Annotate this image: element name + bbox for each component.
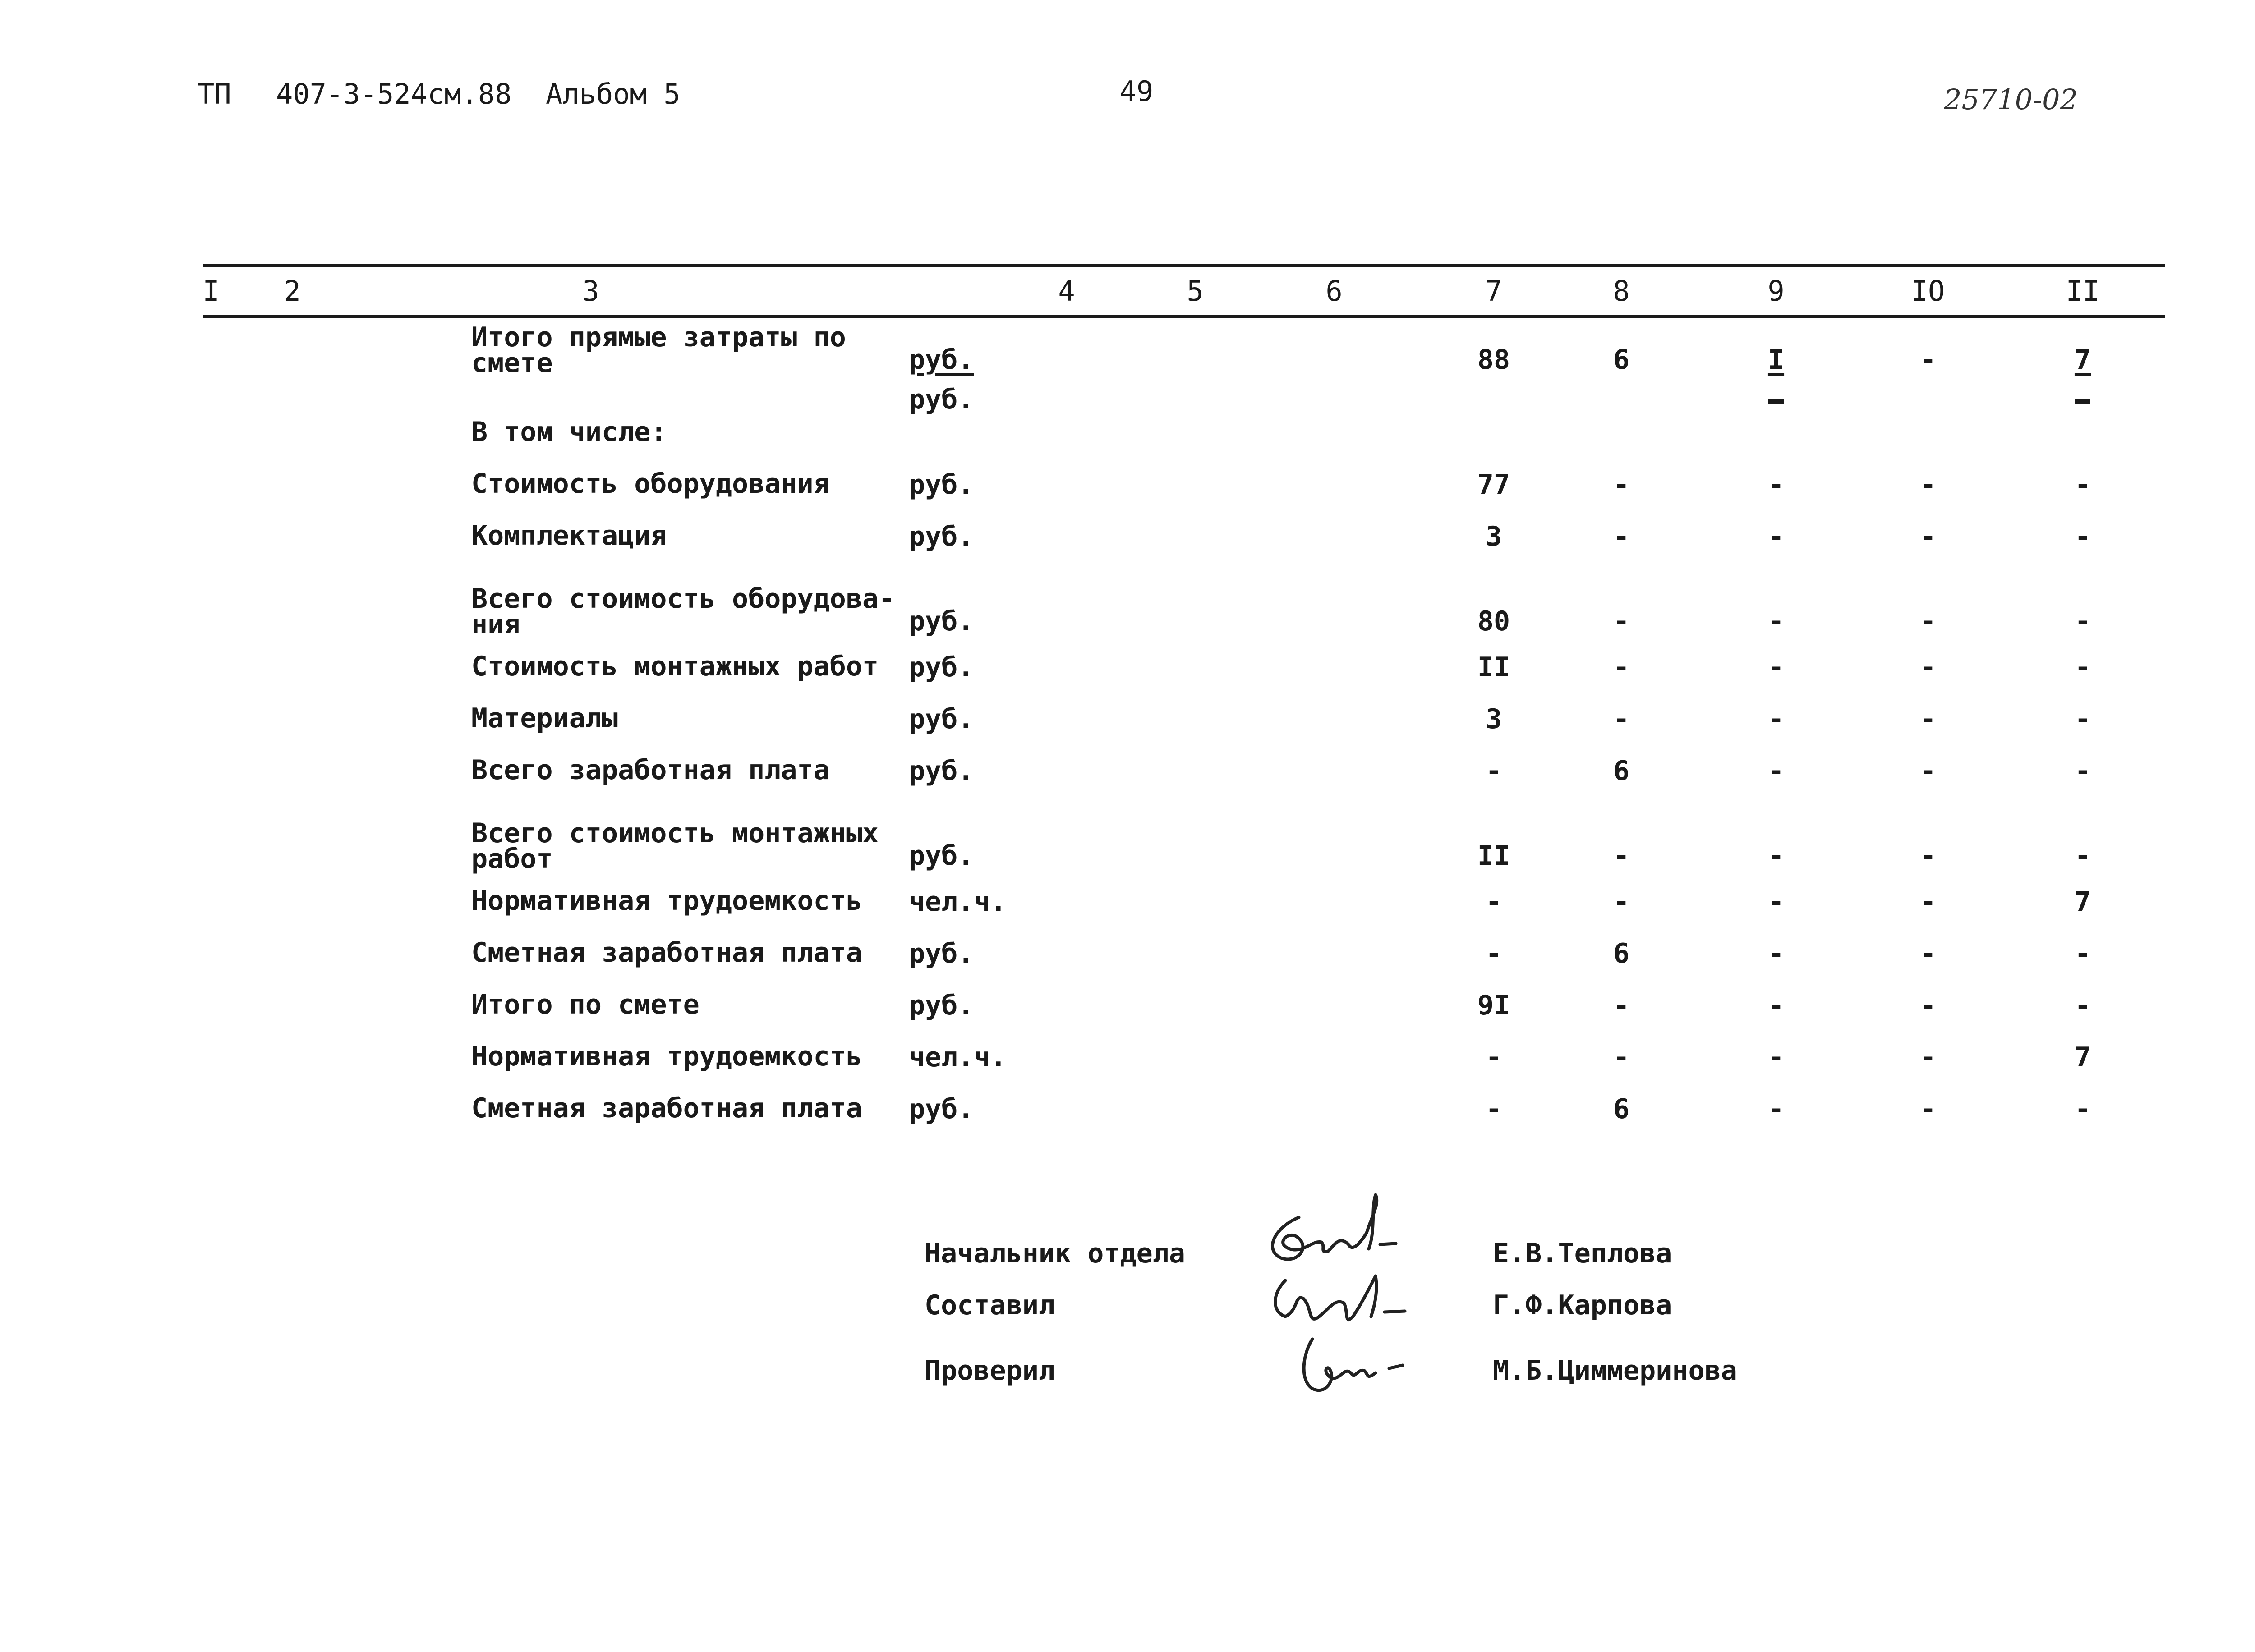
row-label: Сметная заработная плата bbox=[471, 937, 862, 968]
cell-col11: - bbox=[2074, 606, 2091, 637]
cell-col9: - bbox=[1767, 521, 1785, 552]
page-number: 49 bbox=[1119, 75, 1154, 108]
cell-col11: - bbox=[2074, 755, 2091, 787]
cell-col9: - bbox=[1767, 469, 1785, 500]
cell-col10: - bbox=[1919, 469, 1937, 500]
row-label: Всего стоимость оборудова- ния bbox=[471, 583, 895, 640]
cell-col7: 88 bbox=[1477, 344, 1510, 376]
row-unit-secondary: руб. bbox=[909, 384, 974, 415]
cell-col8: 6 bbox=[1613, 755, 1630, 787]
row-unit: руб. bbox=[909, 840, 974, 872]
cell-col10: - bbox=[1919, 521, 1937, 552]
cell-col8: - bbox=[1613, 703, 1630, 735]
cell-col10: - bbox=[1919, 606, 1937, 637]
cell-col7: II bbox=[1477, 652, 1510, 683]
cell-col7: 77 bbox=[1477, 469, 1510, 500]
row-label: Нормативная трудоемкость bbox=[471, 1041, 862, 1072]
cell-col8: - bbox=[1613, 886, 1630, 918]
row-unit: руб. bbox=[909, 703, 974, 735]
cell-col7: 80 bbox=[1477, 606, 1510, 637]
handwritten-signatures bbox=[1245, 1190, 1443, 1420]
row-label: Итого прямые затраты по смете bbox=[471, 321, 846, 379]
cell-col9: - bbox=[1767, 1042, 1785, 1073]
col-header-11: II bbox=[2066, 275, 2100, 307]
row-unit: руб. bbox=[909, 1093, 974, 1125]
cell-col7: - bbox=[1485, 886, 1502, 918]
row-label: Сметная заработная плата bbox=[471, 1092, 862, 1124]
cell-col11: 7 bbox=[2074, 344, 2091, 376]
row-label: Комплектация bbox=[471, 520, 667, 551]
col-header-7: 7 bbox=[1485, 275, 1502, 307]
cell-col9: - bbox=[1767, 606, 1785, 637]
signature-name: Г.Ф.Карпова bbox=[1493, 1289, 1672, 1321]
cell-col10: - bbox=[1919, 990, 1937, 1021]
cell-col9: - bbox=[1767, 652, 1785, 683]
cell-col9: - bbox=[1767, 990, 1785, 1021]
col-header-1: I bbox=[202, 275, 220, 307]
cell-col8: - bbox=[1613, 606, 1630, 637]
cell-col9: - bbox=[1767, 1093, 1785, 1125]
doc-code: ТП bbox=[198, 78, 231, 110]
cell-col10: - bbox=[1919, 1093, 1937, 1125]
row-label: Нормативная трудоемкость bbox=[471, 885, 862, 917]
cell-col7: - bbox=[1485, 755, 1502, 787]
cell-col8: - bbox=[1613, 469, 1630, 500]
row-label: Стоимость монтажных работ bbox=[471, 651, 879, 682]
col-header-2: 2 bbox=[284, 275, 301, 307]
cell-col11: - bbox=[2074, 469, 2091, 500]
cell-col10: - bbox=[1919, 886, 1937, 918]
cell-col10: - bbox=[1919, 755, 1937, 787]
row-unit: чел.ч. bbox=[909, 1042, 1007, 1073]
col-header-3: 3 bbox=[582, 275, 599, 307]
cell-col11: - bbox=[2074, 652, 2091, 683]
cell-col7: - bbox=[1485, 1042, 1502, 1073]
cell-col9: - bbox=[1767, 938, 1785, 969]
cell-col9: I bbox=[1767, 344, 1785, 376]
cell-col7: 3 bbox=[1485, 703, 1502, 735]
row-label: Стоимость оборудования bbox=[471, 468, 830, 500]
cell-col8: - bbox=[1613, 521, 1630, 552]
signature-role: Составил bbox=[925, 1289, 1055, 1321]
row-label: Всего стоимость монтажных работ bbox=[471, 817, 879, 875]
cell-col8: - bbox=[1613, 840, 1630, 872]
cell-col10: - bbox=[1919, 840, 1937, 872]
row-label: Всего заработная плата bbox=[471, 754, 830, 786]
cell-col8: 6 bbox=[1613, 938, 1630, 969]
cell-col10: - bbox=[1919, 703, 1937, 735]
col-header-4: 4 bbox=[1058, 275, 1075, 307]
row-unit: руб. bbox=[909, 521, 974, 552]
cell-col8: 6 bbox=[1613, 1093, 1630, 1125]
cell-col11: - bbox=[2074, 990, 2091, 1021]
row-label: Материалы bbox=[471, 702, 618, 734]
signature-name: М.Б.Циммеринова bbox=[1493, 1355, 1737, 1386]
cell-col9: - bbox=[1767, 840, 1785, 872]
cell-col11: 7 bbox=[2074, 886, 2091, 918]
cell-dash bbox=[1768, 399, 1784, 404]
cell-col9: - bbox=[1767, 703, 1785, 735]
cell-col10: - bbox=[1919, 652, 1937, 683]
cell-col11: - bbox=[2074, 938, 2091, 969]
cell-col8: 6 bbox=[1613, 344, 1630, 376]
table-header-rule bbox=[203, 315, 2165, 318]
row-unit: руб. bbox=[909, 990, 974, 1021]
row-unit: руб. bbox=[909, 469, 974, 500]
album-label: Альбом 5 bbox=[546, 78, 681, 110]
cell-col11: - bbox=[2074, 840, 2091, 872]
row-unit: руб. bbox=[909, 344, 974, 376]
col-header-10: IO bbox=[1911, 275, 1945, 307]
row-unit: руб. bbox=[909, 652, 974, 683]
cell-col7: - bbox=[1485, 1093, 1502, 1125]
col-header-9: 9 bbox=[1767, 275, 1785, 307]
cell-col10: - bbox=[1919, 1042, 1937, 1073]
cell-col9: - bbox=[1767, 886, 1785, 918]
cell-col10: - bbox=[1919, 938, 1937, 969]
row-unit: руб. bbox=[909, 938, 974, 969]
project-number: 407-3-524см.88 bbox=[276, 78, 512, 110]
col-header-6: 6 bbox=[1325, 275, 1343, 307]
inventory-number: 25710-02 bbox=[1944, 83, 2078, 116]
row-label: Итого по смете bbox=[471, 989, 700, 1020]
cell-col9: - bbox=[1767, 755, 1785, 787]
cell-col10: - bbox=[1919, 344, 1937, 376]
cell-col7: 9I bbox=[1477, 990, 1510, 1021]
cell-col8: - bbox=[1613, 652, 1630, 683]
row-unit: руб. bbox=[909, 606, 974, 637]
cell-col7: II bbox=[1477, 840, 1510, 872]
col-header-5: 5 bbox=[1187, 275, 1204, 307]
row-unit: чел.ч. bbox=[909, 886, 1007, 918]
signature-role: Начальник отдела bbox=[925, 1238, 1185, 1269]
cell-col11: - bbox=[2074, 703, 2091, 735]
cell-col8: - bbox=[1613, 990, 1630, 1021]
col-header-8: 8 bbox=[1613, 275, 1630, 307]
row-unit: руб. bbox=[909, 755, 974, 787]
cell-col7: - bbox=[1485, 938, 1502, 969]
cell-dash bbox=[2075, 399, 2090, 404]
cell-col11: 7 bbox=[2074, 1042, 2091, 1073]
cell-col11: - bbox=[2074, 1093, 2091, 1125]
row-label: В том числе: bbox=[471, 416, 667, 448]
signature-name: Е.В.Теплова bbox=[1493, 1238, 1672, 1269]
cell-col11: - bbox=[2074, 521, 2091, 552]
cell-col7: 3 bbox=[1485, 521, 1502, 552]
signature-role: Проверил bbox=[925, 1355, 1055, 1386]
table-top-rule bbox=[203, 264, 2165, 267]
cell-col8: - bbox=[1613, 1042, 1630, 1073]
